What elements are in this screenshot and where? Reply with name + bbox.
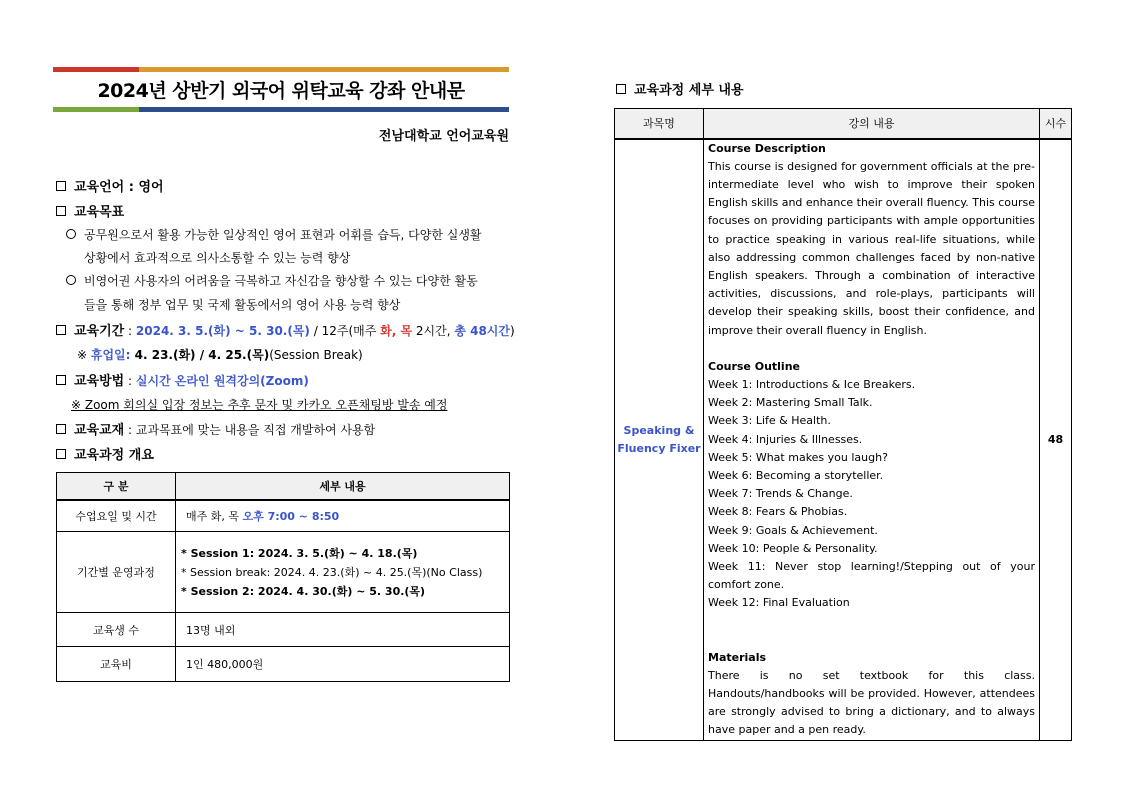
session-1: * Session 1: 2024. 3. 5.(화) ~ 4. 18.(목) bbox=[181, 546, 418, 560]
column-header: 구 분 bbox=[57, 473, 176, 500]
table-row bbox=[57, 647, 510, 682]
week-item: Week 8: Fears & Phobias. bbox=[708, 505, 848, 519]
row-value: 13명 내외 bbox=[176, 613, 510, 647]
table-header-row bbox=[615, 109, 1072, 139]
materials-text: There is no set textbook for this class. Handouts/handbooks will be provided. However, attendees are strongly advised to bring a dictionary, and to always have paper and a pen ready. bbox=[708, 668, 1035, 737]
week-item: Week 3: Life & Health. bbox=[708, 414, 831, 428]
checkbox-icon bbox=[56, 375, 66, 385]
title-bar-navy bbox=[139, 107, 509, 112]
row-label: 기간별 운영과정 bbox=[57, 532, 176, 613]
title-bar-green bbox=[53, 107, 139, 112]
page-title: 2024년 상반기 외국어 위탁교육 강좌 안내문 bbox=[97, 80, 465, 102]
circle-bullet-icon bbox=[66, 229, 76, 239]
row-label: 수업요일 및 시간 bbox=[57, 500, 176, 532]
checkbox-icon bbox=[56, 325, 66, 335]
table-row bbox=[57, 532, 510, 613]
title-bar-orange bbox=[139, 67, 509, 72]
table-row bbox=[57, 500, 510, 532]
checkbox-icon bbox=[56, 181, 66, 191]
objective-item-cont: 상황에서 효과적으로 의사소통할 수 있는 능력 향상 bbox=[84, 251, 351, 265]
break-line: ※ 휴업일: 4. 23.(화) / 4. 25.(목)(Session Break) bbox=[77, 348, 363, 362]
method-line: 교육방법 : 실시간 온라인 원격강의(Zoom) bbox=[56, 370, 309, 389]
institution-name: 전남대학교 언어교육원 bbox=[378, 129, 509, 144]
checkbox-icon bbox=[56, 206, 66, 216]
table-header-row bbox=[57, 473, 510, 500]
period-line: 교육기간 : 2024. 3. 5.(화) ~ 5. 30.(목) / 12주(매주 화, 목 2시간, 총 48시간) bbox=[56, 320, 515, 339]
description-heading: Course Description bbox=[708, 141, 826, 155]
table-row bbox=[57, 613, 510, 647]
week-item: Week 5: What makes you laugh? bbox=[708, 450, 888, 464]
description-text: This course is designed for government officials at the pre-intermediate level who wish to improve their spoken English skills and enhance their overall fluency. This course focuses on providing participants with ample opportunities to practice speaking in various real-life situations, while also addressing common challenges faced by non-native English speakers. Through a combination of interactive activities, discussions, and role-plays, participants will develop their speaking skills, boost their confidence, and improve their overall fluency in English. bbox=[708, 159, 1036, 337]
week-item: Week 6: Becoming a storyteller. bbox=[708, 468, 884, 482]
week-item: Week 9: Goals & Achievement. bbox=[708, 523, 878, 537]
circle-bullet-icon bbox=[66, 275, 76, 285]
textbook-line: 교육교재 : 교과목표에 맞는 내용을 직접 개발하여 사용함 bbox=[56, 419, 375, 438]
row-value bbox=[176, 532, 510, 613]
overview-table bbox=[56, 472, 510, 682]
objective-item: 비영어권 사용자의 어려움을 극복하고 자신감을 향상할 수 있는 다양한 활동 bbox=[66, 272, 478, 289]
course-detail-heading: 교육과정 세부 내용 bbox=[616, 79, 744, 98]
row-value: 1인 480,000원 bbox=[176, 647, 510, 682]
method-note: ※ Zoom 회의실 입장 정보는 추후 문자 및 카카오 오픈채팅방 발송 예정 bbox=[71, 398, 448, 412]
session-break: * Session break: 2024. 4. 23.(화) ~ 4. 25.(목)(No Class) bbox=[181, 565, 483, 579]
table-row bbox=[615, 139, 1072, 741]
row-label: 교육생 수 bbox=[57, 613, 176, 647]
column-header: 시수 bbox=[1040, 109, 1072, 139]
week-item: Week 7: Trends & Change. bbox=[708, 487, 853, 501]
week-item: Week 10: People & Personality. bbox=[708, 541, 878, 555]
checkbox-icon bbox=[56, 424, 66, 434]
row-value: 매주 화, 목 오후 7:00 ~ 8:50 bbox=[176, 500, 510, 532]
week-item: Week 4: Injuries & Illnesses. bbox=[708, 432, 863, 446]
overview-heading: 교육과정 개요 bbox=[56, 444, 154, 463]
language-line: 교육언어 : 영어 bbox=[56, 176, 164, 195]
materials-heading: Materials bbox=[708, 650, 767, 664]
week-item: Week 2: Mastering Small Talk. bbox=[708, 396, 873, 410]
column-header: 과목명 bbox=[615, 109, 704, 139]
lecture-content bbox=[704, 139, 1040, 741]
objective-item: 공무원으로서 활용 가능한 일상적인 영어 표현과 어휘를 습득, 다양한 실생활 bbox=[66, 226, 482, 243]
course-detail-table bbox=[614, 108, 1072, 741]
week-item: Week 1: Introductions & Ice Breakers. bbox=[708, 377, 916, 391]
week-item: Week 11: Never stop learning!/Stepping out of your comfort zone. bbox=[708, 559, 1035, 592]
objective-item-cont: 들을 통해 정부 업무 및 국제 활동에서의 영어 사용 능력 향상 bbox=[84, 298, 401, 312]
column-header: 세부 내용 bbox=[176, 473, 510, 500]
session-2: * Session 2: 2024. 4. 30.(화) ~ 5. 30.(목) bbox=[181, 584, 426, 598]
row-label: 교육비 bbox=[57, 647, 176, 682]
subject-name: Speaking & Fluency Fixer bbox=[615, 139, 704, 741]
checkbox-icon bbox=[616, 84, 626, 94]
week-item: Week 12: Final Evaluation bbox=[708, 596, 850, 610]
hours-value: 48 bbox=[1040, 139, 1072, 741]
title-bar-red bbox=[53, 67, 139, 72]
outline-heading: Course Outline bbox=[708, 359, 800, 373]
checkbox-icon bbox=[56, 449, 66, 459]
column-header: 강의 내용 bbox=[704, 109, 1040, 139]
objective-heading: 교육목표 bbox=[56, 201, 124, 220]
